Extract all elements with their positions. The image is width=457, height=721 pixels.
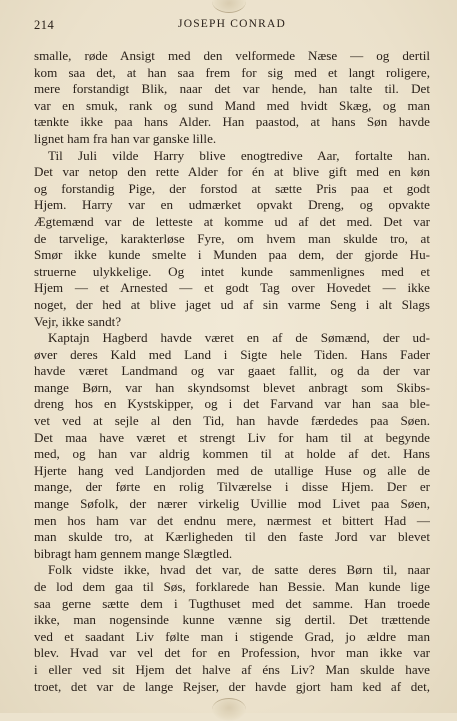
text-line: struerne ulykkelige. Og intet kunde sammenlignes med et [34,263,430,279]
text-line: Til Juli vilde Harry blive enogtredive Aar, fortalte han. [48,147,430,163]
text-line: Vejr, ikke sandt? [34,313,122,329]
text-line: Det var netop den rette Alder for én at blive gift med en køn [34,164,430,180]
body-text [34,48,430,695]
running-head [34,18,430,36]
text-line: mere forstandigt Blik, naar det var hende, han talte til. Det [34,81,430,97]
running-title: JOSEPH CONRAD [178,18,286,30]
text-line: var en smuk, rank og sund Mand med hvidt Skæg, og man [34,97,430,113]
text-line: lignet ham fra han var ganske lille. [34,130,217,146]
text-line: man skulde tro, at Kærligheden til den faste Jord var blevet [34,529,430,545]
text-line: og forstandig Pige, der forstod at sætte Pris paa et godt [34,180,430,196]
text-line: blev. Hvad var vel det for en Profession, hvor man ikke var [34,645,430,661]
text-line: de lod dem gaa til Søs, forklarede han Bessie. Man kunde lige [34,579,430,594]
text-line: bibragt ham gennem mange Slægtled. [34,545,233,561]
text-line: dreng hos en Kystskipper, og i det Farvand var han saa ble- [34,396,430,412]
text-line: Hjem — et Arnested — et godt Tag over Hovedet — ikke [34,280,430,296]
text-line: Det maa have været et strengt Liv for ham til at begynde [34,429,430,445]
text-line: vet ved at sejle al den Tid, han havde færdedes paa Søen. [34,413,430,429]
text-line: Ægtemænd var de letteste at komme ud af det med. Det var [34,213,430,229]
binding-hole-top [212,0,246,13]
page-number: 214 [34,18,55,32]
text-line: de tarvelige, karakterløse Fyre, om hvem man skulde tro, at [34,230,430,246]
text-line: troet, det var de lange Rejser, der havde gjort ham ked af det, [34,678,430,694]
text-line: saa gerne sætte dem i Tugthuset med det samme. Han troede [34,595,430,611]
text-line: ved et saadant Liv følte man i stigende Grad, jo ældre man [34,628,430,644]
text-line: tænkte ikke paa hans Alder. Han paastod, at hans Søn havde [34,114,430,130]
text-line: mange, der førte en rolig Tilværelse i disse Hjem. Der er [34,479,430,495]
text-line: mange Søfolk, der nærer virkelig Uvillie mod Livet paa Søen, [34,496,430,512]
text-line: smalle, røde Ansigt med den velformede Næse — og dertil [34,48,430,63]
text-line: mange Børn, var han skyndsomst blevet anbragt som Skibs- [34,379,430,395]
text-line: Kaptajn Hagberd havde været en af de Sømænd, der ud- [48,330,430,346]
text-line: Hjerte hang ved Landjorden med de utallige Huse og alle de [34,462,430,478]
text-line: Folk vidste ikke, hvad det var, de satte deres Børn til, naar [48,562,430,578]
text-line: Hjem. Harry var en udmærket opvakt Dreng, og opvakte [34,197,430,213]
binding-hole-bottom [212,698,246,721]
text-line: ikke, man nogensinde kunne vænne sig dertil. Det trættende [34,612,430,628]
text-line: Smør ikke kunde smelte i Munden paa dem, der gjorde Hu- [34,247,430,263]
text-line: noget, der hed at blive jaget ud af sin varme Seng i alt Slags [34,296,430,312]
text-line: men hos ham var det endnu mere, nærmest et bittert Had — [34,512,430,528]
text-line: med, og han var aldrig kommen til at holde af det. Hans [34,446,430,462]
text-line: kom saa det, at han saa frem for sig med et langt roligere, [34,64,430,80]
text-line: i eller ved sit Hjem det halve af éns Liv? Man skulde have [34,661,430,677]
text-line: øver deres Kald med Land i Sigte hele Tiden. Hans Fader [34,346,430,362]
text-line: havde været Landmand og var gaaet fallit, og da der var [34,363,430,379]
